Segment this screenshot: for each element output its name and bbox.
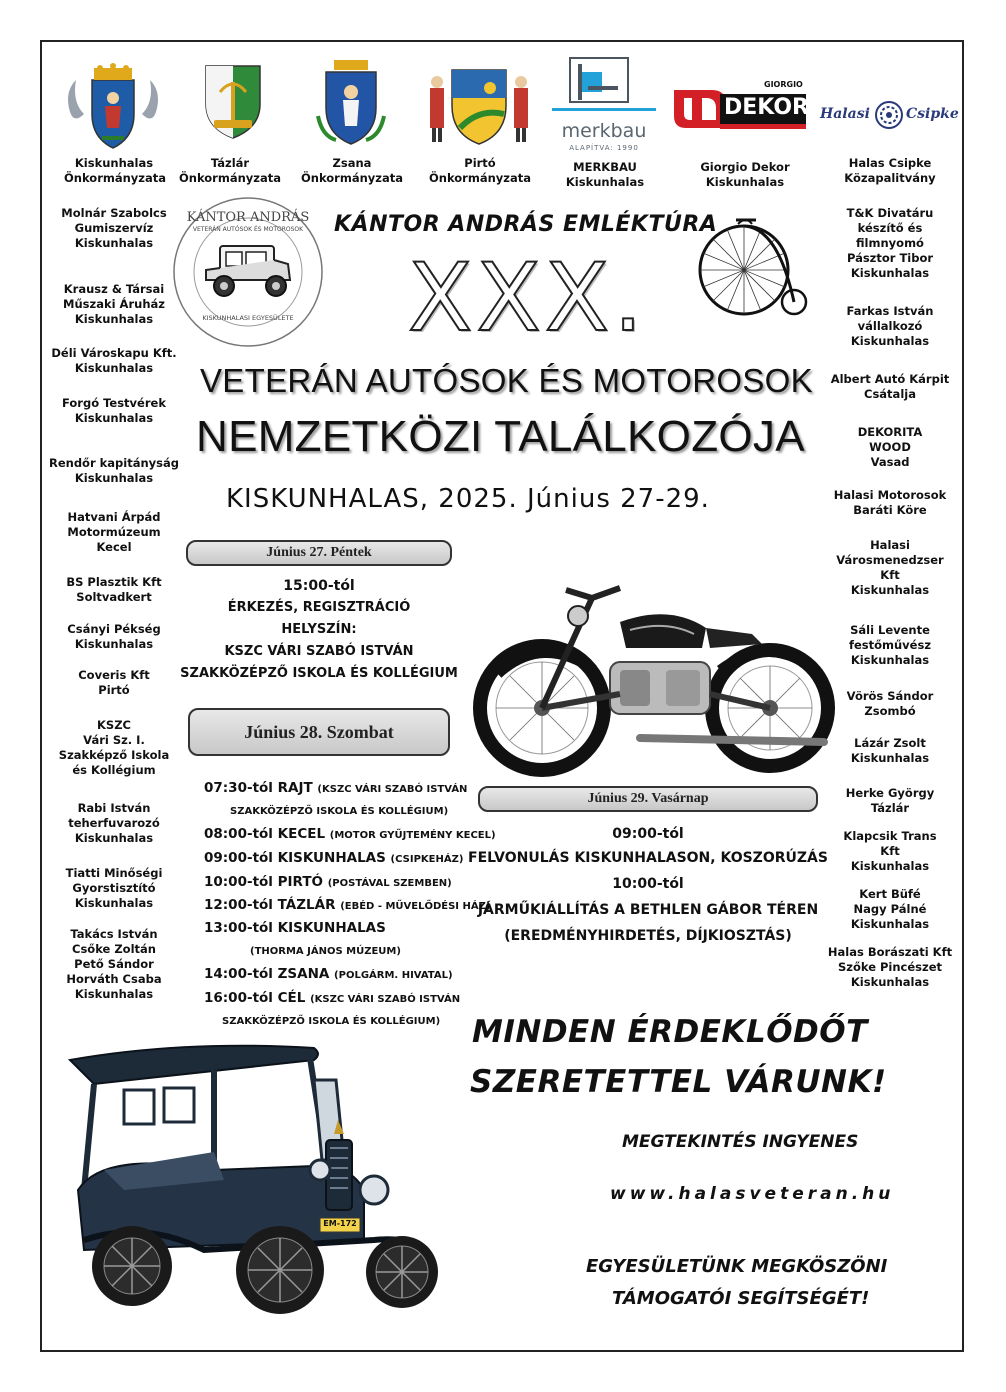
left-sponsor-12: Tiatti Minőségi Gyorstisztító Kiskunhalas (65, 866, 163, 910)
thanks-line-1: EGYESÜLETÜNK MEGKÖSZÖNI (586, 1256, 888, 1277)
license-plate-text: EM-172 (323, 1219, 357, 1228)
schedule-row-5-note: (EBÉD - MŰVELŐDÉSI HÁZ) (340, 901, 491, 912)
schedule-row-6-note: (THORMA JÁNOS MÚZEUM) (250, 946, 401, 957)
day3-exhibition: JÁRMŰKIÁLLÍTÁS A BETHLEN GÁBOR TÉREN (477, 902, 819, 918)
day1-venue-line-2: SZAKKÖZÉPZŐ ISKOLA ÉS KOLLÉGIUM (180, 666, 458, 681)
left-sponsor-7: BS Plasztik Kft Soltvadkert (66, 575, 162, 604)
schedule-row-5-time: 12:00-tól TÁZLÁR (204, 897, 336, 913)
schedule-row-4-note: (POSTÁVAL SZEMBEN) (327, 878, 452, 889)
schedule-row-2-time: 08:00-tól KECEL (204, 826, 326, 842)
vintage-car-icon (64, 1040, 444, 1320)
logo-caption-merkbau: MERKBAU Kiskunhalas (565, 160, 645, 189)
day3-parade: FELVONULÁS KISKUNHALASON, KOSZORÚZÁS (468, 850, 828, 866)
right-sponsor-11: Klapcsik Trans Kft Kiskunhalas (843, 829, 937, 873)
schedule-row-7 (204, 966, 453, 982)
giorgio-dekor-logo-icon (672, 80, 808, 140)
right-sponsor-12: Kert Büfé Nagy Pálné Kiskunhalas (850, 887, 930, 931)
title-line-2: NEMZETKÖZI TALÁLKOZÓJA (196, 412, 805, 461)
club-emblem-ring-text: VETERÁN AUTÓSOK ÉS MOTOROSOK (192, 226, 304, 233)
club-emblem-bottom-text: KISKUNHALASI EGYESÜLETE (202, 314, 294, 322)
schedule-row-1-note-cont: SZAKKÖZÉPZŐ ISKOLA ÉS KOLLÉGIUM) (230, 806, 449, 817)
schedule-row-1 (204, 780, 467, 796)
welcome-line-1: MINDEN ÉRDEKLŐDŐT (472, 1014, 868, 1050)
tazlar-coat-of-arms-icon (200, 62, 266, 140)
logo-caption-halasi-csipke: Halas Csipke Közapalitvány (844, 156, 936, 185)
left-sponsor-6: Hatvani Árpád Motormúzeum Kecel (67, 510, 161, 554)
schedule-row-6 (204, 920, 386, 936)
left-sponsor-10: KSZC Vári Sz. I. Szakképző Iskola és Kollégium (58, 718, 170, 777)
schedule-row-8-note: (KSZC VÁRI SZABÓ ISTVÁN (310, 994, 461, 1005)
logo-caption-giorgio-dekor: Giorgio Dekor Kiskunhalas (700, 160, 790, 189)
left-sponsor-8: Csányi Pékség Kiskunhalas (67, 622, 161, 651)
thanks-line-2: TÁMOGATÓI SEGÍTSÉGÉT! (612, 1288, 870, 1309)
dekor-logo-text: DEKOR (724, 95, 809, 120)
schedule-row-8-time: 16:00-tól CÉL (204, 990, 306, 1006)
logo-caption-zsana: Zsana Önkormányzata (300, 156, 403, 185)
schedule-row-1-note: (KSZC VÁRI SZABÓ ISTVÁN (317, 784, 468, 795)
logo-caption-tazlar: Tázlár Önkormányzata (178, 156, 281, 185)
left-sponsor-11: Rabi István teherfuvarozó Kiskunhalas (68, 801, 160, 845)
schedule-row-7-time: 14:00-tól ZSANA (204, 966, 330, 982)
website-url[interactable]: www.halasveteran.hu (610, 1184, 895, 1204)
day1-venue-line-1: KSZC VÁRI SZABÓ ISTVÁN (224, 644, 414, 659)
left-sponsor-2: Krausz & Társai Műszaki Áruház Kiskunhalas (63, 282, 165, 326)
title-line-1: VETERÁN AUTÓSOK ÉS MOTOROSOK (200, 362, 813, 399)
merkbau-logo-sub: ALAPÍTVA: 1990 (569, 144, 639, 152)
schedule-row-7-note: (POLGÁRM. HIVATAL) (334, 970, 453, 981)
day1-venue-label: HELYSZÍN: (281, 622, 357, 637)
schedule-row-6-time: 13:00-tól KISKUNHALAS (204, 920, 386, 936)
halasi-csipke-logo-icon (818, 98, 960, 134)
event-dateline: KISKUNHALAS, 2025. Június 27-29. (226, 484, 710, 514)
schedule-row-2-note: (MOTOR GYŰJTEMÉNY KECEL) (329, 830, 496, 841)
left-sponsor-13: Takács István Csőke Zoltán Pető Sándor Horváth Csaba Kiskunhalas (66, 927, 162, 1001)
left-sponsor-9: Coveris Kft Pirtó (78, 668, 150, 697)
pirto-coat-of-arms-icon (424, 58, 534, 146)
left-sponsor-1: Molnár Szabolcs Gumiszervíz Kiskunhalas (61, 206, 167, 250)
event-subtitle: KÁNTOR ANDRÁS EMLÉKTÚRA (334, 212, 718, 237)
welcome-line-2: SZERETETTEL VÁRUNK! (470, 1064, 887, 1100)
right-sponsor-1: T&K Divatáru készítő és filmnyomó Pásztor Tibor Kiskunhalas (846, 206, 934, 280)
day1-arrival: ÉRKEZÉS, REGISZTRÁCIÓ (227, 600, 411, 615)
giorgio-small-text: GIORGIO (764, 80, 803, 89)
merkbau-logo-text: merkbau (561, 120, 647, 142)
halasi-logo-word: Halasi (820, 106, 870, 122)
right-sponsor-6: Halasi Városmenedzser Kft Kiskunhalas (836, 538, 944, 597)
schedule-row-3 (204, 850, 463, 866)
day2-label-bar: Június 28. Szombat (188, 708, 450, 756)
edition-number: XXX. (408, 244, 648, 353)
schedule-row-8 (204, 990, 460, 1006)
left-sponsor-3: Déli Városkapu Kft. Kiskunhalas (51, 346, 177, 375)
right-sponsor-10: Herke György Tázlár (845, 786, 935, 815)
schedule-row-8-note-cont: SZAKKÖZÉPZŐ ISKOLA ÉS KOLLÉGIUM) (222, 1016, 441, 1027)
logo-caption-pirto: Pirtó Önkormányzata (428, 156, 531, 185)
day3-label-bar: Június 29. Vasárnap (478, 786, 818, 812)
vintage-motorcycle-icon (470, 574, 840, 784)
schedule-row-4-time: 10:00-tól PIRTÓ (204, 874, 324, 890)
schedule-row-3-note: (CSIPKEHÁZ) (390, 854, 464, 865)
day3-time-1: 09:00-tól (612, 826, 684, 842)
csipke-logo-word: Csipke (906, 106, 959, 122)
kiskunhalas-coat-of-arms-icon (62, 62, 164, 154)
merkbau-logo-icon (548, 56, 660, 154)
club-emblem (170, 194, 326, 350)
free-admission: MEGTEKINTÉS INGYENES (622, 1132, 859, 1152)
logo-caption-kiskunhalas: Kiskunhalas Önkormányzata (64, 156, 167, 185)
right-sponsor-8: Vörös Sándor Zsombó (846, 689, 934, 718)
club-emblem-top-text: KÁNTOR ANDRÁS (186, 210, 310, 225)
right-sponsor-13: Halas Borászati Kft Szőke Pincészet Kiskunhalas (827, 945, 953, 989)
schedule-row-4 (204, 874, 452, 890)
right-sponsor-9: Lázár Zsolt Kiskunhalas (850, 736, 930, 765)
right-sponsor-4: DEKORITA WOOD Vasad (857, 425, 923, 469)
right-sponsor-2: Farkas István vállalkozó Kiskunhalas (846, 304, 934, 348)
right-sponsor-5: Halasi Motorosok Baráti Köre (833, 488, 947, 517)
day3-time-2: 10:00-tól (612, 876, 684, 892)
day3-awards: (EREDMÉNYHIRDETÉS, DÍJKIOSZTÁS) (504, 928, 792, 944)
right-sponsor-7: Sáli Levente festőművész Kiskunhalas (848, 623, 932, 667)
day1-time: 15:00-tól (283, 578, 355, 594)
left-sponsor-4: Forgó Testvérek Kiskunhalas (62, 396, 166, 425)
schedule-row-1-time: 07:30-tól RAJT (204, 780, 313, 796)
schedule-row-3-time: 09:00-tól KISKUNHALAS (204, 850, 386, 866)
zsana-coat-of-arms-icon (316, 56, 386, 146)
left-sponsor-5: Rendőr kapitányság Kiskunhalas (48, 456, 179, 485)
schedule-row-5 (204, 897, 490, 913)
right-sponsor-3: Albert Autó Kárpit Csátalja (830, 372, 950, 401)
day1-label-bar: Június 27. Péntek (186, 540, 452, 566)
schedule-row-2 (204, 826, 496, 842)
